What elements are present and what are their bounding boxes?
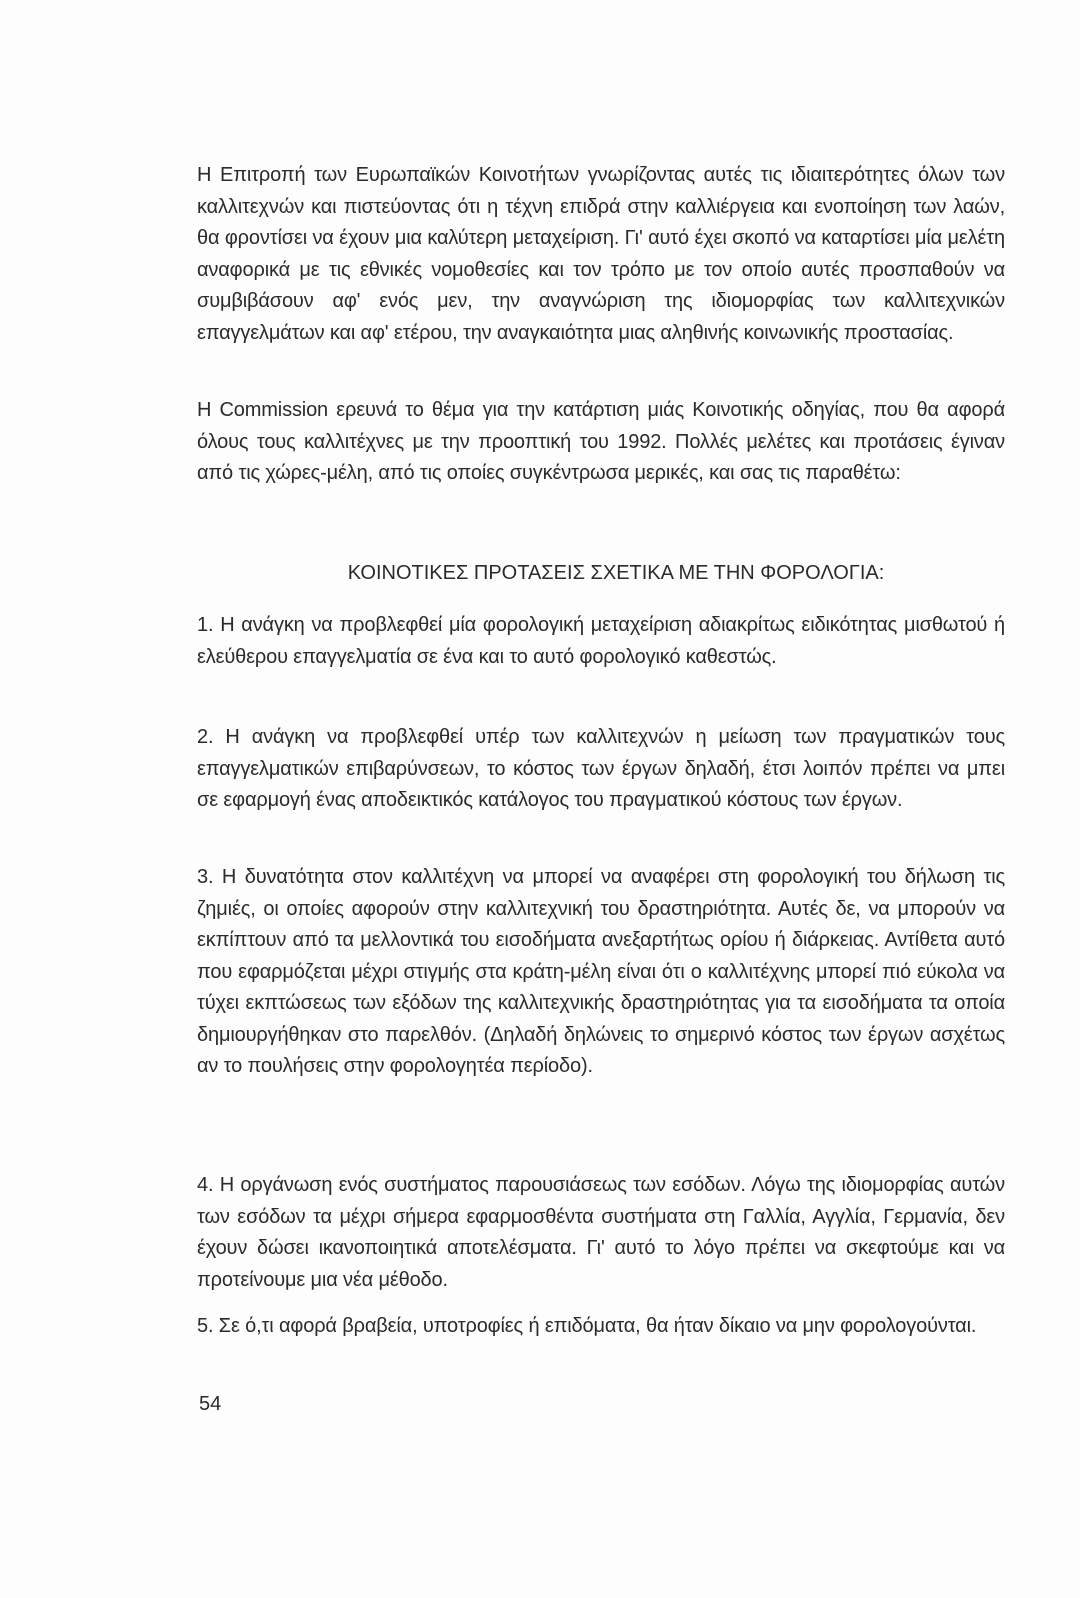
list-item-text: 1. Η ανάγκη να προβλεφθεί μία φορολογική μεταχείριση αδιακρίτως ειδικότητας μισθωτού ή ελεύθερου επαγγελματία σε ένα και το αυτό φορολογικό καθεστώς.	[197, 614, 1005, 668]
proposal-item-5	[197, 1311, 1005, 1343]
proposal-item-2	[197, 722, 1005, 817]
proposal-item-1	[197, 610, 1005, 673]
intro-paragraph	[197, 160, 1005, 349]
list-item-text: 2. Η ανάγκη να προβλεφθεί υπέρ των καλλιτεχνών η μείωση των πραγματικών τους επαγγελματικών επιβαρύνσεων, το κόστος των έργων δηλαδή, έτσι λοιπόν πρέπει να μπει σε εφαρμογή ένας αποδεικτικός κατάλογος του πραγματικού κόστους των έργων.	[197, 726, 1005, 811]
list-item-text: 3. Η δυνατότητα στον καλλιτέχνη να μπορεί να αναφέρει στη φορολογική του δήλωση τις ζημιές, οι οποίες αφορούν στην καλλιτεχνική του δραστηριότητα. Αυτές δε, να μπορούν να εκπίπτουν από τα μελλοντικά του εισοδήματα ανεξαρτήτως ορίου ή διάρκειας. Αντίθετα αυτό που εφαρμόζεται μέχρι στιγμής στα κράτη-μέλη είναι ότι ο καλλιτέχνης μπορεί πιό εύκολα να τύχει εκπτώσεως των εξόδων της καλλιτεχνικής δραστηριότητας για τα εισοδήματα τα οποία δημιουργήθηκαν στο παρελθόν. (Δηλαδή δηλώνεις το σημερινό κόστος των έργων ασχέτως αν το πουλήσεις στην φορολογητέα περίοδο).	[197, 866, 1005, 1077]
list-item-text: 5. Σε ό,τι αφορά βραβεία, υποτροφίες ή επιδόματα, θα ήταν δίκαιο να μην φορολογούνται.	[197, 1315, 977, 1337]
proposal-item-4	[197, 1170, 1005, 1296]
page-number: 54	[199, 1393, 222, 1415]
paragraph-text: Η Commission ερευνά το θέμα για την κατάρτιση μιάς Κοινοτικής οδηγίας, που θα αφορά όλους τους καλλιτέχνες με την προοπτική του 1992. Πολλές μελέτες και προτάσεις έγιναν από τις χώρες-μέλη, από τις οποίες συγκέντρωσα μερικές, και σας τις παραθέτω:	[197, 399, 1005, 484]
commission-paragraph	[197, 395, 1005, 490]
section-heading: ΚΟΙΝΟΤΙΚΕΣ ΠΡΟΤΑΣΕΙΣ ΣΧΕΤΙΚΑ ΜΕ ΤΗΝ ΦΟΡΟΛΟΓΙΑ:	[347, 562, 885, 584]
paragraph-text: Η Επιτροπή των Ευρωπαϊκών Κοινοτήτων γνωρίζοντας αυτές τις ιδιαιτερότητες όλων των καλλιτεχνών και πιστεύοντας ότι η τέχνη επιδρά στην καλλιέργεια και ενοποίηση των λαών, θα φροντίσει να έχουν μια καλύτερη μεταχείριση. Γι' αυτό έχει σκοπό να καταρτίσει μία μελέτη αναφορικά με τις εθνικές νομοθεσίες και τον τρόπο με τον οποίο αυτές προσπαθούν να συμβιβάσουν αφ' ενός μεν, την αναγνώριση της ιδιομορφίας των καλλιτεχνικών επαγγελμάτων και αφ' ετέρου, την αναγκαιότητα μιας αληθινής κοινωνικής προστασίας.	[197, 164, 1005, 344]
proposal-item-3	[197, 862, 1005, 1083]
list-item-text: 4. Η οργάνωση ενός συστήματος παρουσιάσεως των εσόδων. Λόγω της ιδιομορφίας αυτών των εσόδων τα μέχρι σήμερα εφαρμοσθέντα συστήματα στη Γαλλία, Αγγλία, Γερμανία, δεν έχουν δώσει ικανοποιητικά αποτελέσματα. Γι' αυτό το λόγο πρέπει να σκεφτούμε και να προτείνουμε μια νέα μέθοδο.	[197, 1174, 1005, 1291]
